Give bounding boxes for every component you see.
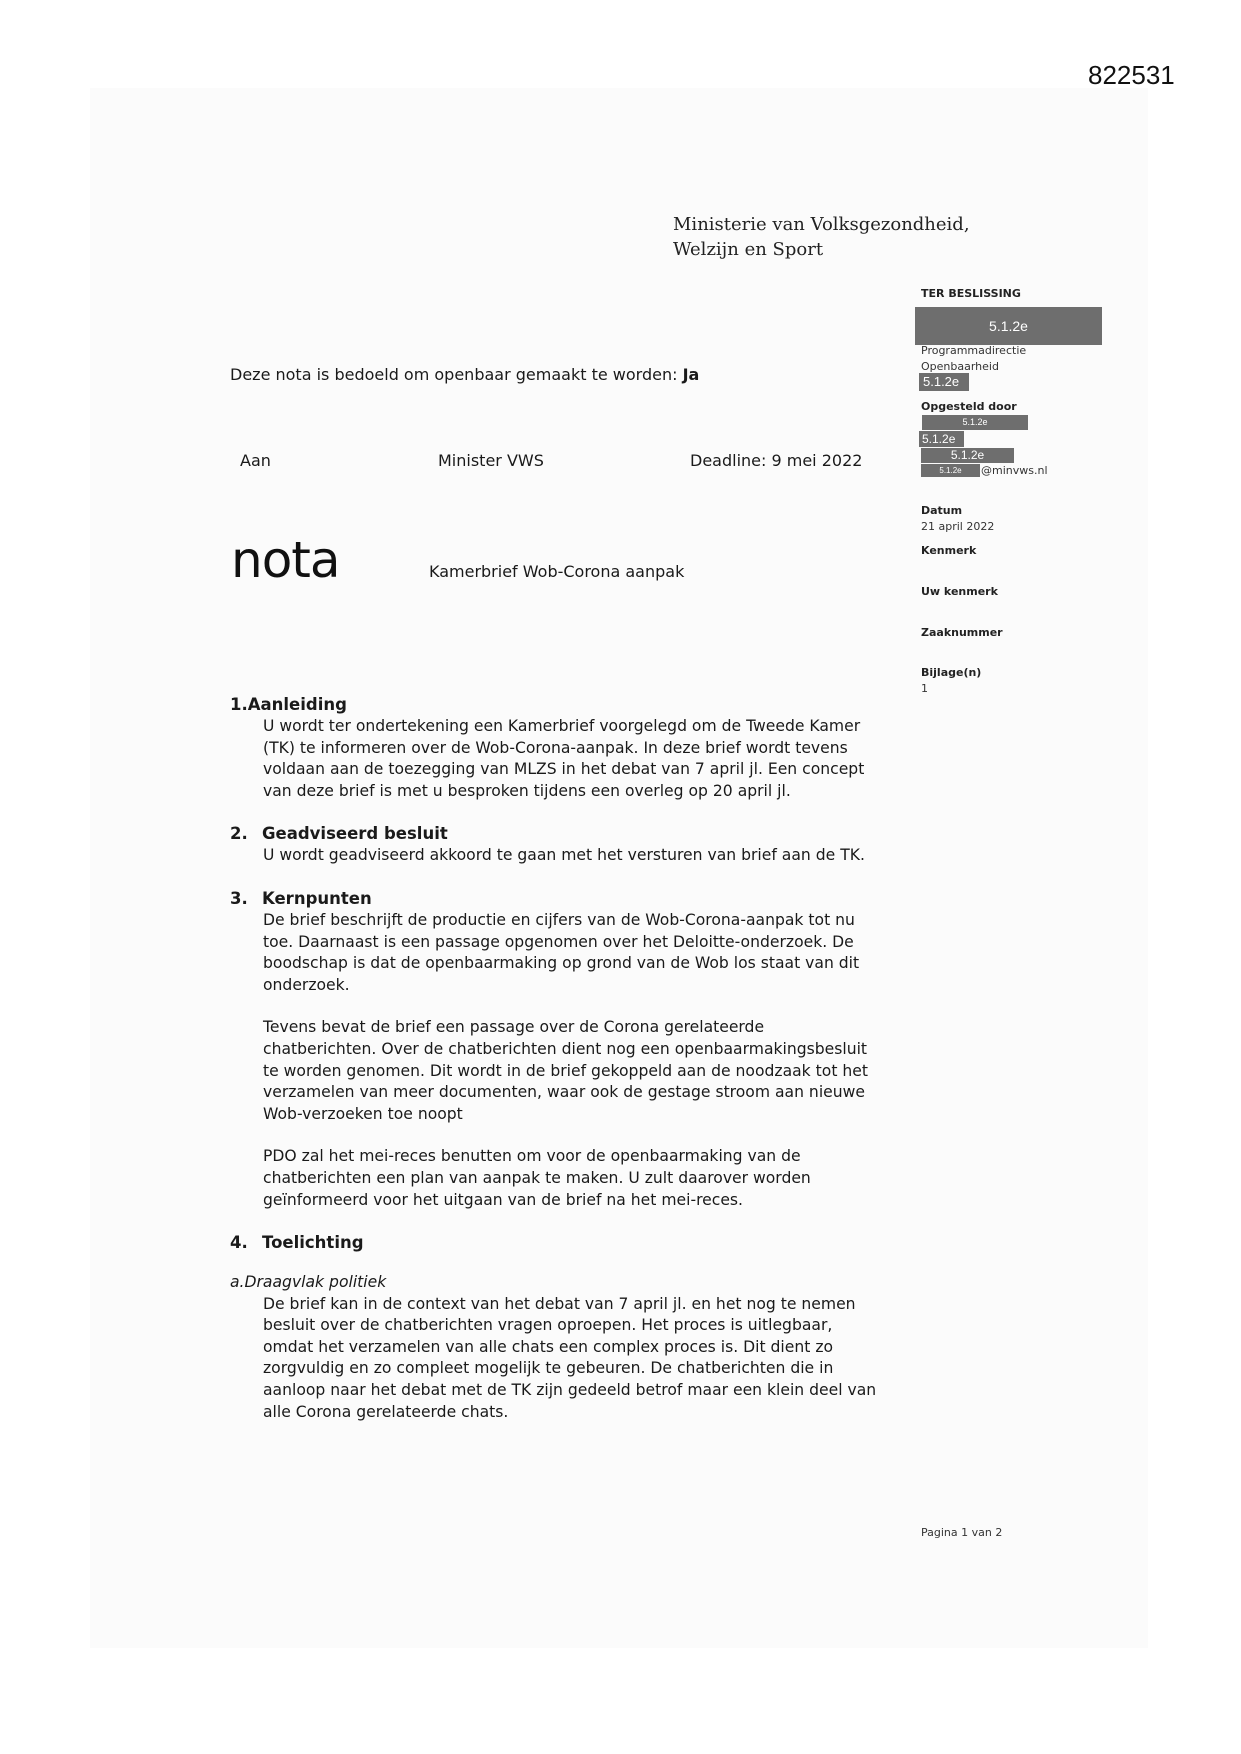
text-line: chatberichten. Over de chatberichten dient nog een openbaarmakingsbesluit bbox=[263, 1039, 868, 1058]
ministry-name bbox=[673, 212, 970, 262]
section-text bbox=[263, 716, 910, 802]
text-line: omdat het verzamelen van alle chats een complex proces is. Dit dient zo bbox=[263, 1337, 834, 1356]
section-heading bbox=[230, 888, 910, 910]
nota-subject: Kamerbrief Wob-Corona aanpak bbox=[429, 562, 685, 581]
section-title: Kernpunten bbox=[262, 888, 372, 908]
attachments-label: Bijlage(n) bbox=[921, 666, 982, 679]
section-title: Toelichting bbox=[262, 1233, 364, 1253]
ministry-line-1: Ministerie van Volksgezondheid, bbox=[673, 214, 970, 235]
redaction-block: 5.1.2e bbox=[921, 448, 1014, 463]
publication-statement bbox=[230, 365, 699, 384]
nota-title: nota bbox=[231, 531, 340, 589]
text-line: verzamelen van meer documenten, waar ook de gestage stroom aan nieuwe bbox=[263, 1083, 865, 1102]
sidebar bbox=[921, 287, 1121, 300]
text-line: U wordt geadviseerd akkoord te gaan met het versturen van brief aan de TK. bbox=[263, 846, 865, 865]
text-line: van deze brief is met u besproken tijdens een overleg op 20 april jl. bbox=[263, 781, 791, 800]
section-number: 3. bbox=[230, 888, 248, 908]
subsection-heading: a.Draagvlak politiek bbox=[230, 1273, 387, 1292]
section-text bbox=[263, 845, 910, 867]
text-line: PDO zal het mei-reces benutten om voor de openbaarmaking van de bbox=[263, 1147, 801, 1166]
text-line: te worden genomen. Dit wordt in de brief gekoppeld aan de noodzaak tot het bbox=[263, 1061, 868, 1080]
department-line-2: Openbaarheid bbox=[921, 360, 999, 373]
text-line: (TK) te informeren over de Wob-Corona-aanpak. In deze brief wordt tevens bbox=[263, 738, 848, 757]
department-line-1: Programmadirectie bbox=[921, 344, 1027, 357]
reference-label: Kenmerk bbox=[921, 544, 977, 557]
section-heading: 1.Aanleiding bbox=[230, 695, 347, 714]
text-line: boodschap is dat de openbaarmaking op grond van de Wob los staat van dit bbox=[263, 954, 860, 973]
date-label: Datum bbox=[921, 504, 963, 517]
text-line: zorgvuldig en zo compleet mogelijk te gebeuren. De chatberichten die in bbox=[263, 1359, 834, 1378]
text-line: U wordt ter ondertekening een Kamerbrief voorgelegd om de Tweede Kamer bbox=[263, 717, 861, 735]
attachments-value: 1 bbox=[921, 682, 928, 695]
section-number: 2. bbox=[230, 824, 248, 844]
text-line: geïnformeerd voor het uitgaan van de brief na het mei-reces. bbox=[263, 1190, 744, 1209]
text-line: chatberichten een plan van aanpak te maken. U zult daarover worden bbox=[263, 1168, 811, 1187]
redaction-block: 5.1.2e bbox=[915, 307, 1102, 345]
redaction-block: 5.1.2e bbox=[919, 431, 964, 447]
to-label: Aan bbox=[240, 451, 271, 470]
text-line: Tevens bevat de brief een passage over de Corona gerelateerde bbox=[263, 1018, 765, 1037]
publication-text: Deze nota is bedoeld om openbaar gemaakt te worden: bbox=[230, 365, 678, 384]
text-line: aanloop naar het debat met de TK zijn gedeeld betrof maar een klein deel van bbox=[263, 1381, 877, 1400]
redaction-block: 5.1.2e bbox=[919, 373, 969, 391]
text-line: toe. Daarnaast is een passage opgenomen over het Deloitte-onderzoek. De bbox=[263, 932, 854, 951]
section-number: 4. bbox=[230, 1233, 248, 1253]
text-line: alle Corona gerelateerde chats. bbox=[263, 1402, 509, 1421]
section-aanleiding bbox=[230, 694, 910, 802]
section-title: Geadviseerd besluit bbox=[262, 824, 448, 844]
document-number: 822531 bbox=[1088, 60, 1175, 90]
section-text bbox=[263, 1294, 910, 1424]
redaction-block: 5.1.2e bbox=[922, 415, 1028, 430]
case-number-label: Zaaknummer bbox=[921, 626, 1003, 639]
text-line: onderzoek. bbox=[263, 975, 350, 994]
text-line: besluit over de chatberichten vragen oproepen. Het proces is uitlegbaar, bbox=[263, 1316, 833, 1335]
publication-answer: Ja bbox=[682, 365, 700, 384]
text-line: voldaan aan de toezegging van MLZS in het debat van 7 april jl. Een concept bbox=[263, 760, 865, 779]
section-kernpunten bbox=[230, 888, 910, 1211]
section-heading bbox=[230, 1232, 910, 1254]
section-geadviseerd-besluit bbox=[230, 823, 910, 867]
date-value: 21 april 2022 bbox=[921, 520, 995, 533]
redaction-block: 5.1.2e bbox=[921, 464, 980, 477]
text-line: De brief beschrijft de productie en cijfers van de Wob-Corona-aanpak tot nu bbox=[263, 910, 855, 929]
to-value: Minister VWS bbox=[438, 451, 544, 470]
page-number: Pagina 1 van 2 bbox=[921, 1526, 1003, 1539]
deadline: Deadline: 9 mei 2022 bbox=[690, 451, 863, 470]
email-suffix: @minvws.nl bbox=[981, 464, 1048, 477]
section-heading bbox=[230, 823, 910, 845]
prepared-by-label: Opgesteld door bbox=[921, 400, 1017, 413]
section-text bbox=[263, 910, 910, 1211]
text-line: Wob-verzoeken toe noopt bbox=[263, 1104, 463, 1123]
section-toelichting bbox=[230, 1232, 910, 1423]
nota-body bbox=[230, 694, 910, 1444]
text-line: De brief kan in de context van het debat van 7 april jl. en het nog te nemen bbox=[263, 1294, 856, 1313]
ministry-line-2: Welzijn en Sport bbox=[673, 239, 824, 260]
status-label: TER BESLISSING bbox=[921, 287, 1021, 300]
your-reference-label: Uw kenmerk bbox=[921, 585, 998, 598]
